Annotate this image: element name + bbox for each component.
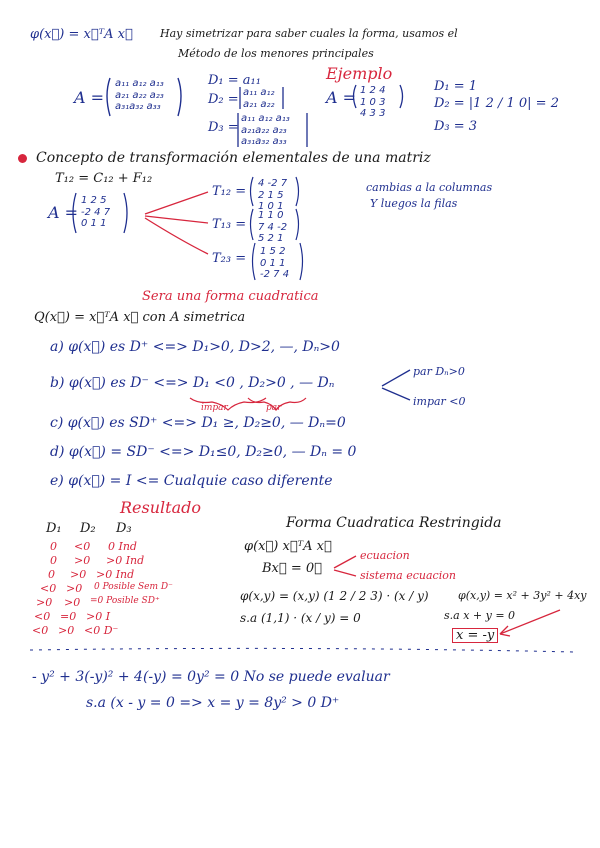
t23-label: T₂₃ = xyxy=(212,251,247,266)
restricted-phi: φ(x⃗) x⃗ᵀA x⃗ xyxy=(244,539,332,554)
results-cell: =0 xyxy=(60,610,77,623)
matrix-row: 1 2 4 xyxy=(360,85,386,96)
matrix-row: 1 0 3 xyxy=(360,96,386,108)
results-cell: >0 xyxy=(70,568,87,581)
matrix-row: 0 1 1 xyxy=(81,218,107,229)
section1-title: Concepto de transformación elementales de una matriz xyxy=(36,150,431,166)
section-bullet xyxy=(18,154,27,163)
results-header-d1: D₁ xyxy=(46,521,62,536)
restricted-sistema: sistema ecuacion xyxy=(360,569,456,582)
criterion-b-impar-brace: impar xyxy=(201,403,228,413)
minor-d3-matrix xyxy=(241,113,290,148)
quadratic-form-subtitle: Sera una forma cuadratica xyxy=(142,289,319,304)
matrix-row: 7 4 -2 xyxy=(258,221,288,233)
results-cell: <0 xyxy=(74,540,91,553)
t13-label: T₁₃ = xyxy=(212,217,247,232)
results-header-d3: D₃ xyxy=(116,521,132,536)
t23-matrix xyxy=(260,246,289,281)
bottom-line-1: - y² + 3(-y)² + 4(-y) = 0y² = 0 No se puede evaluar xyxy=(32,669,390,685)
results-cell: 0 Posible Sem D⁻ xyxy=(94,582,173,592)
matrix-row: a₃₁a₃₂ a₃₃ xyxy=(115,101,161,112)
example-d3: D₃ = 3 xyxy=(434,119,478,134)
quadratic-definition: Q(x⃗) = x⃗ᵀA x⃗ con A simetrica xyxy=(34,310,246,325)
section1-a-label: A = xyxy=(48,203,79,222)
minor-d2-label: D₂ = xyxy=(208,92,239,107)
matrix-a xyxy=(115,78,164,113)
criterion-e: e) φ(x⃗) = I <= Cualquie caso diferente xyxy=(50,473,333,489)
intro-line-2: Método de los menores principales xyxy=(178,47,374,60)
results-cell: 0 xyxy=(50,540,57,553)
phi-definition: φ(x⃗) = x⃗ᵀA x⃗ xyxy=(30,27,133,42)
example-title: Ejemplo xyxy=(326,64,393,83)
results-cell: >0 Ind xyxy=(106,554,145,567)
matrix-row: a₁₁ a₁₂ xyxy=(243,87,275,98)
criterion-b-par-brace: par xyxy=(266,403,282,413)
results-cell: >0 xyxy=(66,582,83,595)
matrix-row: a₂₁a₂₂ a₂₃ xyxy=(241,124,287,136)
results-title: Resultado xyxy=(120,498,201,517)
matrix-row: -2 4 7 xyxy=(81,206,111,218)
matrix-row: a₂₁ a₂₂ a₂₃ xyxy=(115,89,164,101)
matrix-row: 1 2 5 xyxy=(81,195,107,206)
results-cell: 0 xyxy=(50,554,57,567)
criterion-b-par: par Dₙ>0 xyxy=(413,365,465,378)
results-cell: >0 xyxy=(64,596,81,609)
minor-d1: D₁ = a₁₁ xyxy=(208,73,261,88)
matrix-row: a₁₁ a₁₂ a₁₃ xyxy=(241,113,290,124)
matrix-row: 1 1 0 xyxy=(258,210,284,221)
criterion-c: c) φ(x⃗) es SD⁺ <=> D₁ ≥, D₂≥0, — Dₙ=0 xyxy=(50,415,346,431)
results-cell: 0 Ind xyxy=(108,540,137,553)
criterion-a: a) φ(x⃗) es D⁺ <=> D₁>0, D>2, —, Dₙ>0 xyxy=(50,339,340,355)
restricted-title: Forma Cuadratica Restringida xyxy=(286,515,502,531)
matrix-row: 1 0 1 xyxy=(258,201,284,212)
restricted-sa-vector: s.a (1,1) · (x / y) = 0 xyxy=(240,611,361,625)
matrix-row: 0 1 1 xyxy=(260,257,286,269)
matrix-row: 4 3 3 xyxy=(360,108,386,119)
example-matrix-label: A = xyxy=(326,88,357,107)
criterion-d: d) φ(x⃗) = SD⁻ <=> D₁≤0, D₂≥0, — Dₙ = 0 xyxy=(50,444,357,460)
results-cell: =0 Posible SD⁺ xyxy=(90,596,160,606)
transform-note-line-2: Y luegos la filas xyxy=(370,197,458,210)
matrix-row: 1 5 2 xyxy=(260,246,286,257)
restricted-sa-equation: s.a x + y = 0 xyxy=(444,609,516,622)
results-cell: >0 xyxy=(36,596,53,609)
t13-matrix xyxy=(258,210,287,245)
t12-label: T₁₂ = xyxy=(212,184,247,199)
example-d1: D₁ = 1 xyxy=(434,79,478,94)
matrix-row: 2 1 5 xyxy=(258,189,284,201)
restricted-phi-xy: φ(x,y) = (x,y) (1 2 / 2 3) · (x / y) xyxy=(240,589,429,603)
results-cell: <0 xyxy=(40,582,57,595)
matrix-row: 4 -2 7 xyxy=(258,178,288,189)
matrix-row: 5 2 1 xyxy=(258,233,284,244)
results-cell: <0 xyxy=(34,610,51,623)
t12-matrix xyxy=(258,178,287,213)
matrix-row: a₂₁ a₂₂ xyxy=(243,98,275,110)
intro-line-1: Hay simetrizar para saber cuales la forma, usamos el xyxy=(160,27,458,40)
section1-a-matrix xyxy=(81,195,110,230)
criterion-b: b) φ(x⃗) es D⁻ <=> D₁ <0 , D₂>0 , — Dₙ xyxy=(50,375,335,391)
results-cell: <0 D⁻ xyxy=(84,624,119,637)
example-matrix xyxy=(360,85,385,120)
restricted-boxed-result: x = -y xyxy=(452,628,498,643)
minor-d2-matrix xyxy=(243,87,274,110)
results-cell: >0 Ind xyxy=(96,568,135,581)
minor-d3-label: D₃ = xyxy=(208,120,239,135)
criterion-b-impar: impar <0 xyxy=(413,395,466,408)
example-d2: D₂ = |1 2 / 1 0| = 2 xyxy=(434,96,559,111)
restricted-ecuacion: ecuacion xyxy=(360,549,410,562)
results-cell: >0 xyxy=(74,554,91,567)
matrix-a-label: A = xyxy=(74,88,105,107)
matrix-row: a₃₁a₃₂ a₃₃ xyxy=(241,136,287,147)
results-cell: 0 xyxy=(48,568,55,581)
transform-note-line-1: cambias a la columnas xyxy=(366,181,493,194)
results-header-d2: D₂ xyxy=(80,521,96,536)
restricted-phi-result: φ(x,y) = x² + 3y² + 4xy xyxy=(458,589,587,602)
results-cell: >0 xyxy=(58,624,75,637)
matrix-row: a₁₁ a₁₂ a₁₃ xyxy=(115,78,164,89)
results-cell: >0 I xyxy=(86,610,111,623)
t12-definition: T₁₂ = C₁₂ + F₁₂ xyxy=(55,171,153,186)
restricted-constraint: Bx⃗ = 0⃗ xyxy=(262,561,322,576)
results-cell: <0 xyxy=(32,624,49,637)
matrix-row: -2 7 4 xyxy=(260,269,290,280)
bottom-line-2: s.a (x - y = 0 => x = y = 8y² > 0 D⁺ xyxy=(86,695,340,711)
